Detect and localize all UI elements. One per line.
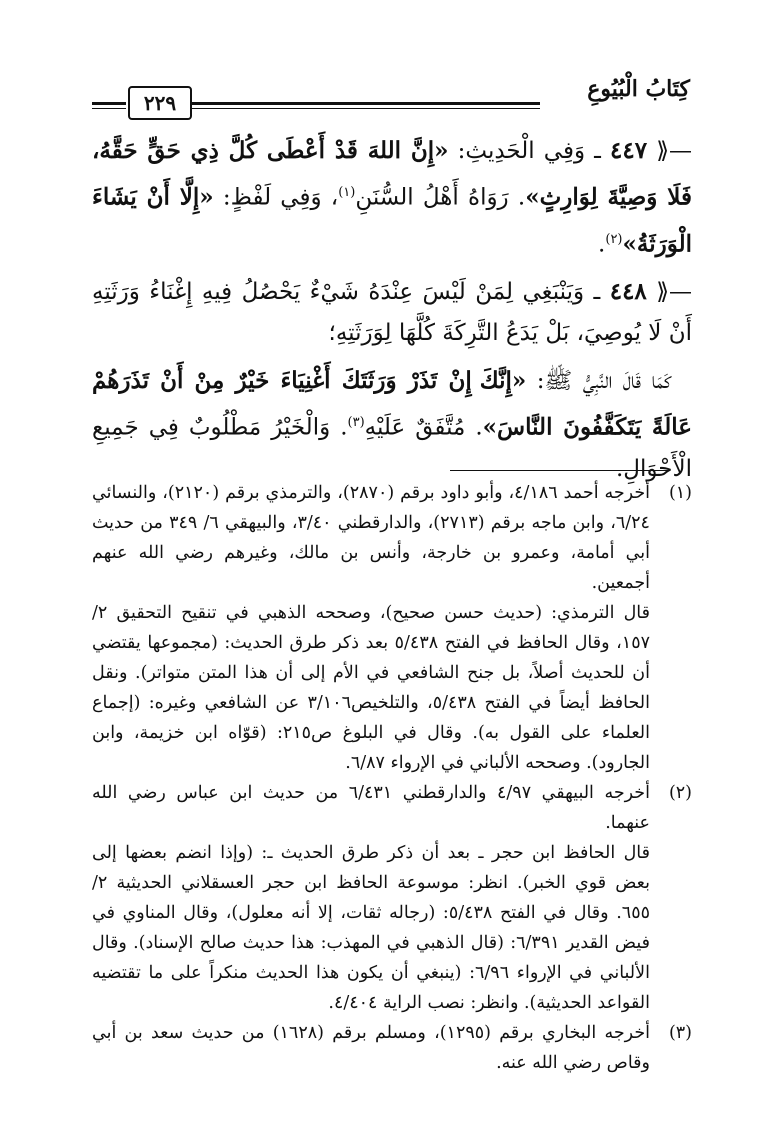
footnote-mark: (٣) [668, 1023, 692, 1043]
footnote-text: قال الحافظ ابن حجر ـ بعد أن ذكر طرق الحديث ـ: (وإذا انضم بعضها إلى بعض قوي الخبر). انظر: موسوعة الحافظ ابن حجر العسقلاني الحديثية ٢/ ٦٥٥. وقال في الفتح ٥/٤٣٨: (رجاله ثقات، إلا أنه معلول)، وقال المناوي في فيض القدير ٦/٣٩١: (قال الذهبي في المهذب: هذا حديث صالح الإسناد). وقال الألباني في الإرواء ٦/٩٦: (ينبغي أن يكون هذا الحديث منكراً على ما تقتضيه القواعد الحديثية). وانظر: نصب الراية ٤/٤٠٤. [92, 843, 650, 1013]
punctuation: . [598, 231, 606, 258]
header-divider-left [92, 102, 126, 105]
ornament-icon: —⟪ [647, 138, 693, 164]
page-number: ٢٢٩ [128, 86, 192, 120]
narration-text: . رَوَاهُ أَهْلُ السُّنَنِ [355, 184, 526, 211]
paragraph-number: ٤٤٨ [609, 278, 647, 306]
book-title: كِتَابُ الْبُيُوعِ [587, 76, 690, 102]
footnote-1 [92, 478, 692, 778]
paragraph-text: . وَالْخَيْرُ مَطْلُوبٌ فِي جَمِيعِ الْأَحْوَالِ. [92, 414, 692, 482]
footnotes [92, 478, 692, 1078]
hadith-quote: «إِنَّ اللهَ قَدْ أَعْطَى كُلَّ ذِي حَقٍّ حَقَّهُ، فَلَا وَصِيَّةَ لِوَارِثٍ» [92, 137, 693, 211]
footnote-mark: (١) [668, 483, 692, 503]
header-divider-left-thin [92, 108, 126, 109]
ornament-icon: —⟪ [646, 279, 692, 306]
header-divider-thin [192, 108, 540, 109]
footnote-text: قال الترمذي: (حديث حسن صحيح)، وصححه الذهبي في تنقيح التحقيق ٢/ ١٥٧، وقال الحافظ في الفتح ٥/٤٣٨ بعد ذكر طرق الحديث: (مجموعها يقتضي أن للحديث أصلاً، بل جنح الشافعي في الأم إلى أن هذا المتن متواتر). ونقل الحافظ أيضاً في الفتح ٥/٤٣٨، والتلخيص٣/١٠٦ عن الشافعي وغيره: (إجماع العلماء على القول به). وقال في البلوغ ص٢١٥: (قوّاه ابن خزيمة، وابن الجارود). وصححه الألباني في الإرواء ٦/٨٧. [92, 603, 650, 773]
hadith-quote: «إِنَّكَ إِنْ تَذَرْ وَرَثَتَكَ أَغْنِيَاءَ خَيْرٌ مِنْ أَنْ تَذَرَهُمْ عَالَةً يَتَكَفَّفُونَ النَّاسَ» [92, 367, 693, 441]
narration-text: ، وَفِي لَفْظٍ: [213, 184, 339, 211]
header-divider [192, 102, 540, 105]
paragraph-intro: ـ وَفِي الْحَدِيثِ: [448, 138, 601, 164]
footnote-ref[interactable]: (٣) [347, 415, 365, 431]
paragraph-number: ٤٤٧ [610, 137, 648, 164]
footnote-text: أخرجه البيهقي ٤/٩٧ والدارقطني ٦/٤٣١ من حديث ابن عباس رضي الله عنهما. [92, 783, 650, 833]
footnote-ref[interactable]: (٢) [605, 231, 623, 247]
footnote-text: أخرجه البخاري برقم (١٢٩٥)، ومسلم برقم (١٦٢٨) من حديث سعد بن أبي وقاص رضي الله عنه. [92, 1023, 650, 1073]
hadith-quote: «إِلَّا أَنْ يَشَاءَ الْوَرَثَةُ» [92, 183, 692, 258]
footnote-separator [450, 470, 670, 471]
paragraph-text: ـ وَيَنْبَغِي لِمَنْ لَيْسَ عِنْدَهُ شَيْءٌ يَحْصُلُ فِيهِ إِغْنَاءُ وَرَثَتِهِ أَنْ لَا يُوصِيَ، بَلْ يَدَعُ التَّرِكَةَ كُلَّهَا لِوَرَثَتِهِ؛ [92, 279, 692, 347]
footnote-2 [92, 778, 692, 1018]
paragraph-intro: كَمَا قَالَ النَّبِيُّ ﷺ: [526, 368, 672, 395]
footnote-3 [92, 1018, 692, 1078]
footnote-ref[interactable]: (١) [338, 185, 356, 200]
page-header [92, 76, 690, 116]
paragraph-448 [92, 271, 692, 354]
main-text [92, 130, 692, 496]
footnote-text: أخرجه أحمد ٤/١٨٦، وأبو داود برقم (٢٨٧٠)، والترمذي برقم (٢١٢٠)، والنسائي ٦/٢٤، وابن ماجه برقم (٢٧١٣)، والدارقطني ٣/٤٠، والبيهقي ٦/ ٣٤٩ من حديث أبي أمامة، وعمرو بن خارجة، وأنس بن مالك، وغيرهم رضي الله عنهم أجمعين. [92, 483, 650, 593]
paragraph-447 [92, 130, 692, 265]
narration-text: . مُتَّفَقٌ عَلَيْهِ [364, 414, 483, 441]
footnote-mark: (٢) [668, 783, 692, 803]
